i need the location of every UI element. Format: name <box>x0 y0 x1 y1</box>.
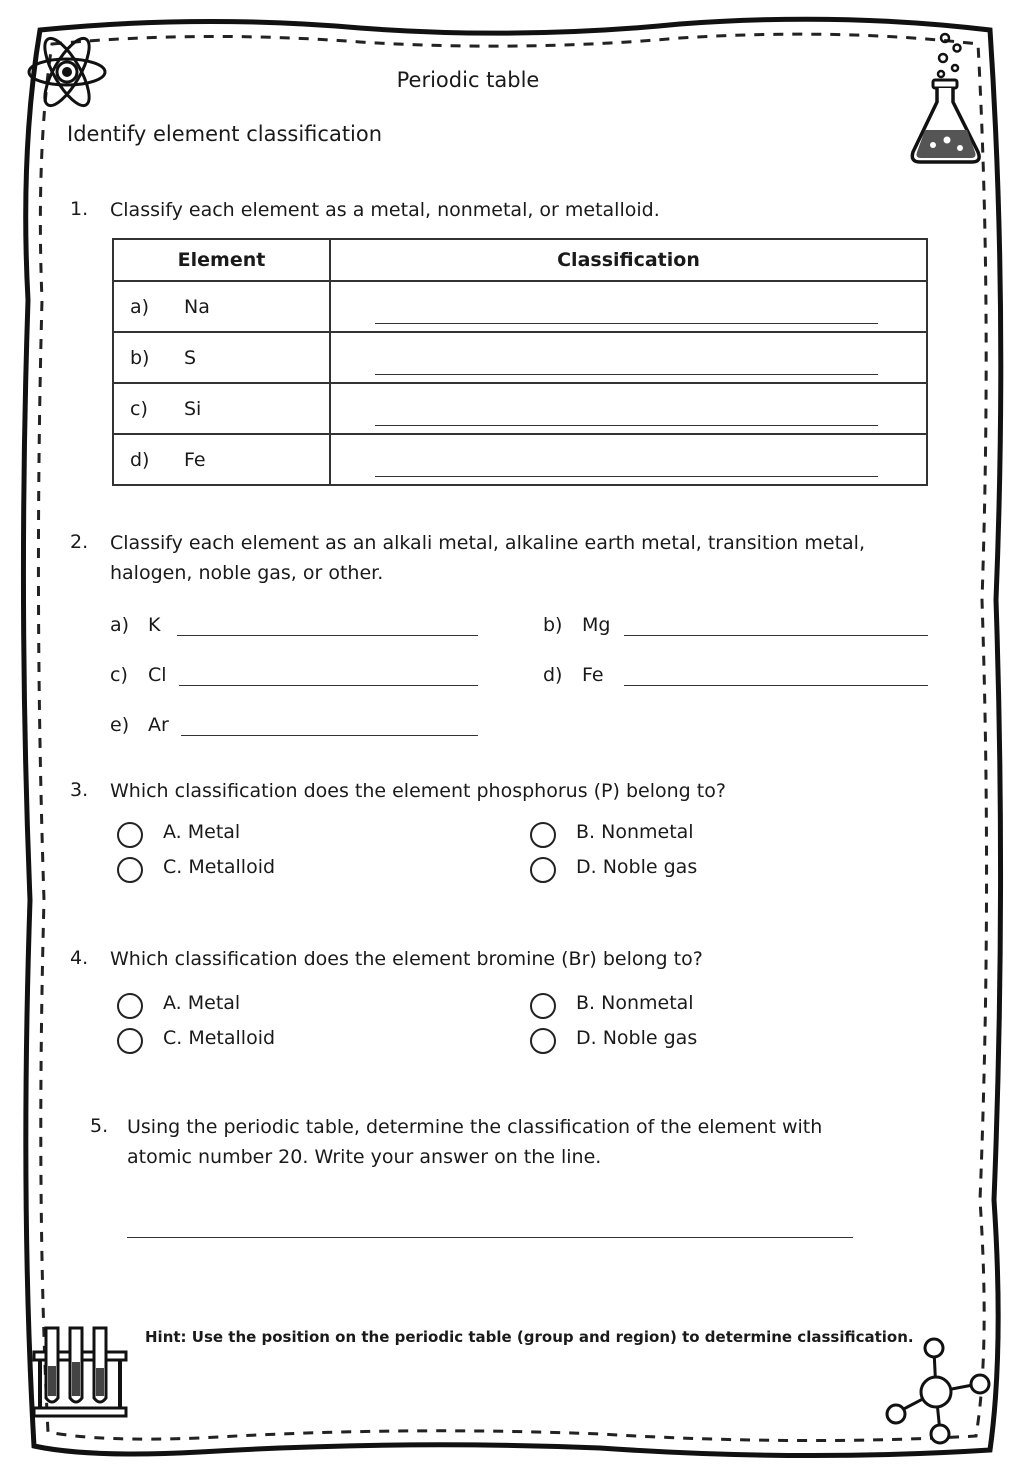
q1-number: 1. <box>70 198 89 220</box>
option-b-radio[interactable] <box>530 822 556 848</box>
answer-blank[interactable] <box>624 635 928 636</box>
answer-blank[interactable] <box>177 635 478 636</box>
answer-blank[interactable] <box>179 685 478 686</box>
row-label: a) <box>130 295 150 318</box>
option-d-radio[interactable] <box>530 1028 556 1054</box>
option-d-label: D. Noble gas <box>576 856 698 878</box>
option-d-label: D. Noble gas <box>576 1027 698 1049</box>
q2-item-label: d) <box>543 664 563 686</box>
q5-number: 5. <box>90 1115 109 1137</box>
table-row <box>113 383 927 434</box>
q2-number: 2. <box>70 531 89 553</box>
answer-blank[interactable] <box>375 391 878 426</box>
option-a-label: A. Metal <box>163 992 241 1014</box>
row-element: S <box>184 346 197 369</box>
row-label: c) <box>130 397 148 420</box>
answer-blank[interactable] <box>375 289 878 324</box>
answer-blank[interactable] <box>181 735 478 736</box>
flask-icon <box>905 30 990 170</box>
option-d-radio[interactable] <box>530 857 556 883</box>
q2-item-element: Ar <box>148 714 169 736</box>
option-c-radio[interactable] <box>117 1028 143 1054</box>
option-a-radio[interactable] <box>117 993 143 1019</box>
test-tubes-icon <box>30 1322 132 1422</box>
q2-item-label: e) <box>110 714 130 736</box>
molecule-icon <box>884 1336 994 1448</box>
q5-text-line1: Using the periodic table, determine the classification of the element with <box>127 1116 823 1138</box>
q2-item-element: K <box>148 614 161 636</box>
answer-blank[interactable] <box>375 442 878 477</box>
q3-text: Which classification does the element phosphorus (P) belong to? <box>110 780 726 802</box>
option-b-radio[interactable] <box>530 993 556 1019</box>
q5-text-line2: atomic number 20. Write your answer on the line. <box>127 1146 602 1168</box>
page-title: Periodic table <box>396 68 540 92</box>
table-row <box>113 281 927 332</box>
classification-table <box>112 238 928 486</box>
q2-text-line1: Classify each element as an alkali metal, alkaline earth metal, transition metal, <box>110 532 865 554</box>
column-header-element: Element <box>113 239 330 281</box>
q1-text: Classify each element as a metal, nonmetal, or metalloid. <box>110 199 660 221</box>
q2-item-element: Mg <box>582 614 611 636</box>
row-label: d) <box>130 448 150 471</box>
q2-item-label: a) <box>110 614 130 636</box>
q2-item-element: Fe <box>582 664 604 686</box>
hint-text: Hint: Use the position on the periodic table (group and region) to determine classification. <box>145 1328 914 1346</box>
option-c-label: C. Metalloid <box>163 856 276 878</box>
answer-blank[interactable] <box>624 685 928 686</box>
option-a-radio[interactable] <box>117 822 143 848</box>
q4-number: 4. <box>70 947 89 969</box>
q4-text: Which classification does the element bromine (Br) belong to? <box>110 948 703 970</box>
worksheet-subtitle: Identify element classification <box>67 122 383 146</box>
option-a-label: A. Metal <box>163 821 241 843</box>
q2-text-line2: halogen, noble gas, or other. <box>110 562 384 584</box>
option-b-label: B. Nonmetal <box>576 821 694 843</box>
option-c-radio[interactable] <box>117 857 143 883</box>
answer-blank[interactable] <box>375 340 878 375</box>
table-row <box>113 332 927 383</box>
q2-item-element: Cl <box>148 664 167 686</box>
q2-item-label: b) <box>543 614 563 636</box>
column-header-classification: Classification <box>330 239 927 281</box>
row-label: b) <box>130 346 150 369</box>
answer-blank[interactable] <box>127 1237 853 1238</box>
row-element: Fe <box>184 448 206 471</box>
option-b-label: B. Nonmetal <box>576 992 694 1014</box>
q3-number: 3. <box>70 779 89 801</box>
row-element: Si <box>184 397 202 420</box>
q2-item-label: c) <box>110 664 128 686</box>
row-element: Na <box>184 295 210 318</box>
table-row <box>113 434 927 485</box>
option-c-label: C. Metalloid <box>163 1027 276 1049</box>
